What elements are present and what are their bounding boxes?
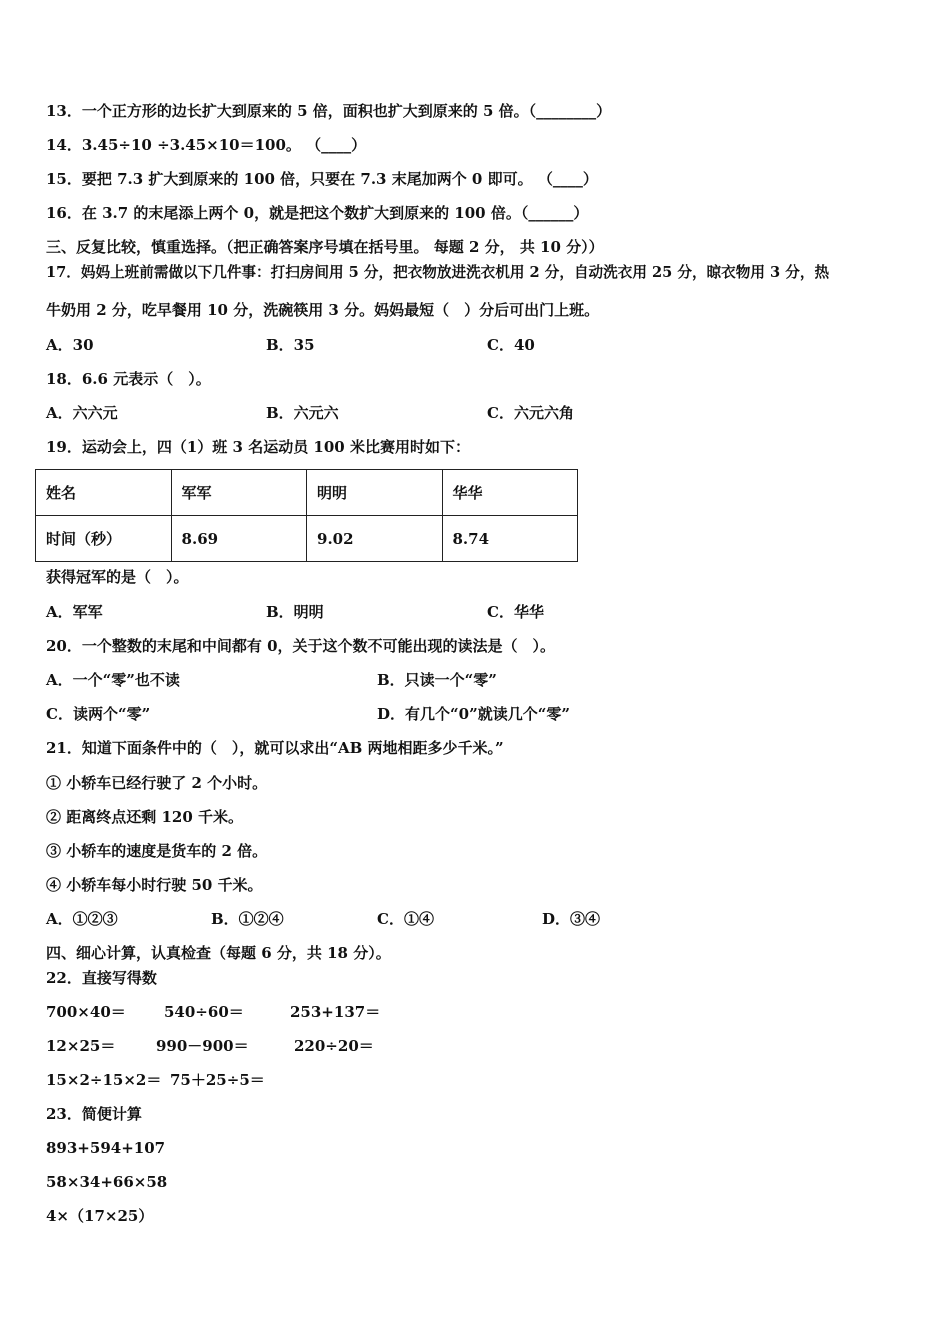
simplify-item-2: 58×34+66×58	[46, 1173, 168, 1191]
question-18: 18．6.6 元表示（ ）。	[46, 370, 211, 388]
q20-option-b: B．只读一个“零”	[377, 671, 497, 689]
calc-item: 990－900＝	[156, 1037, 249, 1055]
question-14: 14．3.45÷10 ÷3.45×10＝100。 （____）	[46, 136, 367, 154]
question-17-line2: 牛奶用 2 分，吃早餐用 10 分，洗碗筷用 3 分。妈妈最短（ ）分后可出门上班。	[46, 301, 600, 319]
q19-option-a: A．军军	[46, 603, 103, 621]
section-3-heading: 三、反复比较，慎重选择。（把正确答案序号填在括号里。 每题 2 分， 共 10 分））	[46, 238, 604, 256]
question-21: 21．知道下面条件中的（ ），就可以求出“AB 两地相距多少千米。”	[46, 739, 504, 757]
table-row	[36, 470, 578, 516]
calc-item: 220÷20＝	[294, 1037, 374, 1055]
question-23: 23．简便计算	[46, 1105, 142, 1123]
q19-option-c: C．华华	[487, 603, 544, 621]
question-13: 13．一个正方形的边长扩大到原来的 5 倍，面积也扩大到原来的 5 倍。（________）	[46, 102, 612, 120]
question-22: 22．直接写得数	[46, 969, 157, 987]
table-cell: 9.02	[307, 516, 442, 562]
question-19: 19．运动会上，四（1）班 3 名运动员 100 米比赛用时如下：	[46, 438, 470, 456]
q18-option-a: A．六六元	[46, 404, 118, 422]
q20-option-c: C．读两个“零”	[46, 705, 151, 723]
table-cell: 8.69	[171, 516, 306, 562]
condition-2: ② 距离终点还剩 120 千米。	[46, 808, 243, 826]
question-16: 16．在 3.7 的末尾添上两个 0，就是把这个数扩大到原来的 100 倍。（______）	[46, 204, 589, 222]
race-time-table	[35, 469, 578, 562]
q17-option-b: B．35	[266, 336, 315, 354]
table-cell: 军军	[171, 470, 306, 516]
calc-item: 12×25＝	[46, 1037, 116, 1055]
q21-option-b: B．①②④	[211, 910, 284, 928]
calc-item: 253+137＝	[290, 1003, 381, 1021]
calc-item: 540÷60＝	[164, 1003, 244, 1021]
condition-3: ③ 小轿车的速度是货车的 2 倍。	[46, 842, 268, 860]
q19-option-b: B．明明	[266, 603, 324, 621]
q18-option-b: B．六元六	[266, 404, 339, 422]
question-20: 20．一个整数的末尾和中间都有 0，关于这个数不可能出现的读法是（ ）。	[46, 637, 556, 655]
calc-item: 700×40＝	[46, 1003, 126, 1021]
q21-option-c: C．①④	[377, 910, 434, 928]
condition-4: ④ 小轿车每小时行驶 50 千米。	[46, 876, 263, 894]
q20-option-d: D．有几个“0”就读几个“零”	[377, 705, 570, 723]
table-cell: 华华	[442, 470, 578, 516]
q17-option-a: A．30	[46, 336, 94, 354]
section-4-heading: 四、细心计算，认真检查（每题 6 分，共 18 分）。	[46, 944, 391, 962]
table-cell: 姓名	[36, 470, 172, 516]
calc-item: 15×2÷15×2＝	[46, 1071, 162, 1089]
table-cell: 明明	[307, 470, 442, 516]
table-row	[36, 516, 578, 562]
question-15: 15．要把 7.3 扩大到原来的 100 倍，只要在 7.3 末尾加两个 0 即可。 （____）	[46, 170, 598, 188]
question-17-line1: 17．妈妈上班前需做以下几件事：打扫房间用 5 分，把衣物放进洗衣机用 2 分，自动洗衣用 25 分，晾衣物用 3 分，热	[46, 264, 830, 281]
table-cell: 8.74	[442, 516, 578, 562]
q18-option-c: C．六元六角	[487, 404, 574, 422]
table-cell: 时间（秒）	[36, 516, 172, 562]
question-19-prompt: 获得冠军的是（ ）。	[46, 568, 189, 586]
q20-option-a: A．一个“零”也不读	[46, 671, 180, 689]
q17-option-c: C．40	[487, 336, 535, 354]
simplify-item-1: 893+594+107	[46, 1139, 166, 1157]
condition-1: ① 小轿车已经行驶了 2 个小时。	[46, 774, 268, 792]
calc-item: 75＋25÷5＝	[170, 1071, 265, 1089]
q21-option-d: D．③④	[542, 910, 601, 928]
q21-option-a: A．①②③	[46, 910, 118, 928]
simplify-item-3: 4×（17×25）	[46, 1207, 154, 1225]
